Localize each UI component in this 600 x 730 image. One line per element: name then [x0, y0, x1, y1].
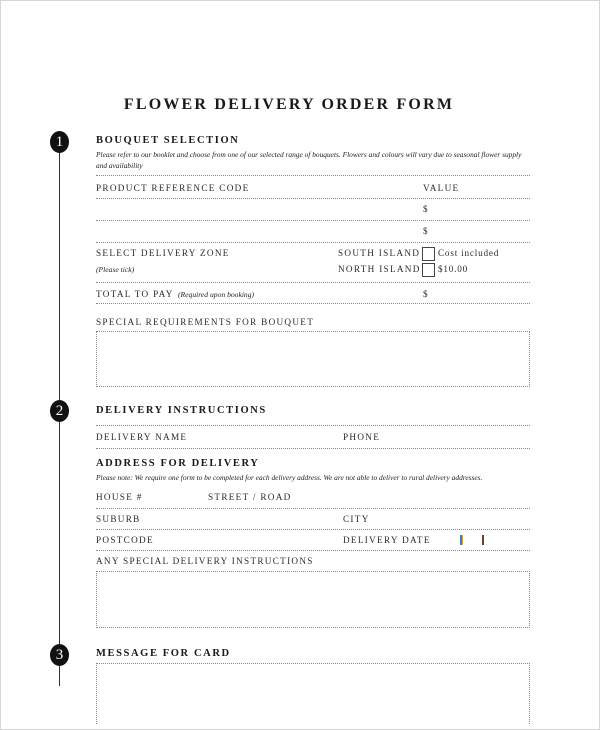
- delivery-date-label: DELIVERY DATE: [343, 535, 431, 545]
- north-island-checkbox[interactable]: [422, 263, 435, 277]
- step-2-badge: 2: [50, 400, 69, 422]
- south-island-price: Cost included: [438, 248, 500, 258]
- special-delivery-label: ANY SPECIAL DELIVERY INSTRUCTIONS: [96, 556, 314, 566]
- postcode-field[interactable]: [161, 531, 336, 551]
- special-requirements-label: SPECIAL REQUIREMENTS FOR BOUQUET: [96, 317, 315, 327]
- special-requirements-textarea[interactable]: [96, 331, 530, 387]
- city-label: CITY: [343, 514, 370, 524]
- delivery-name-label: DELIVERY NAME: [96, 432, 188, 442]
- section-heading-delivery: DELIVERY INSTRUCTIONS: [96, 405, 267, 416]
- total-value-field[interactable]: $: [423, 289, 429, 299]
- value-field-1[interactable]: $: [423, 204, 429, 214]
- suburb-field[interactable]: [146, 510, 336, 530]
- divider: [96, 175, 530, 176]
- product-ref-label: PRODUCT REFERENCE CODE: [96, 183, 250, 193]
- product-ref-field-1[interactable]: [96, 199, 416, 219]
- card-message-textarea[interactable]: [96, 663, 530, 724]
- bouquet-note-line1: Please refer to our booklet and choose from one of our selected range of bouquets. Flowers and colours will vary due to seasonal flower supply: [96, 150, 522, 159]
- section-heading-message: MESSAGE FOR CARD: [96, 648, 231, 659]
- divider: [96, 550, 530, 551]
- zone-north-island-label: NORTH ISLAND: [338, 264, 421, 274]
- product-ref-field-2[interactable]: [96, 221, 416, 241]
- value-label: VALUE: [423, 183, 460, 193]
- delivery-date-field[interactable]: [431, 531, 526, 551]
- section-heading-bouquet: BOUQUET SELECTION: [96, 135, 240, 146]
- page-title: FLOWER DELIVERY ORDER FORM: [123, 96, 455, 113]
- phone-label: PHONE: [343, 432, 381, 442]
- house-number-field[interactable]: [141, 488, 203, 508]
- address-heading: ADDRESS FOR DELIVERY: [96, 458, 260, 469]
- divider: [96, 508, 530, 509]
- divider: [96, 303, 530, 304]
- divider: [96, 425, 530, 426]
- total-label: TOTAL TO PAY: [96, 289, 174, 299]
- house-number-label: HOUSE #: [96, 492, 143, 502]
- please-tick-note: (Please tick): [96, 265, 135, 274]
- street-road-field[interactable]: [291, 488, 526, 508]
- step-1-badge: 1: [50, 131, 69, 153]
- delivery-zone-label: SELECT DELIVERY ZONE: [96, 248, 230, 258]
- street-road-label: STREET / ROAD: [208, 492, 292, 502]
- divider: [96, 242, 530, 243]
- postcode-label: POSTCODE: [96, 535, 154, 545]
- date-separator-2: [482, 535, 484, 545]
- delivery-name-field[interactable]: [181, 427, 336, 447]
- divider: [96, 282, 530, 283]
- zone-south-island-label: SOUTH ISLAND: [338, 248, 421, 258]
- phone-field[interactable]: [386, 427, 526, 447]
- divider: [96, 529, 530, 530]
- suburb-label: SUBURB: [96, 514, 141, 524]
- date-separator-1: [460, 535, 463, 545]
- step-3-badge: 3: [50, 644, 69, 666]
- value-field-2[interactable]: $: [423, 226, 429, 236]
- bouquet-note-line2: and availability: [96, 161, 143, 170]
- north-island-price: $10.00: [438, 264, 469, 274]
- address-note: Please note: We require one form to be completed for each delivery address. We are not able to deliver to rural delivery addresses.: [96, 473, 483, 482]
- total-note: (Required upon booking): [178, 290, 255, 299]
- divider: [96, 448, 530, 449]
- city-field[interactable]: [376, 510, 526, 530]
- south-island-checkbox[interactable]: [422, 247, 435, 261]
- special-delivery-textarea[interactable]: [96, 571, 530, 628]
